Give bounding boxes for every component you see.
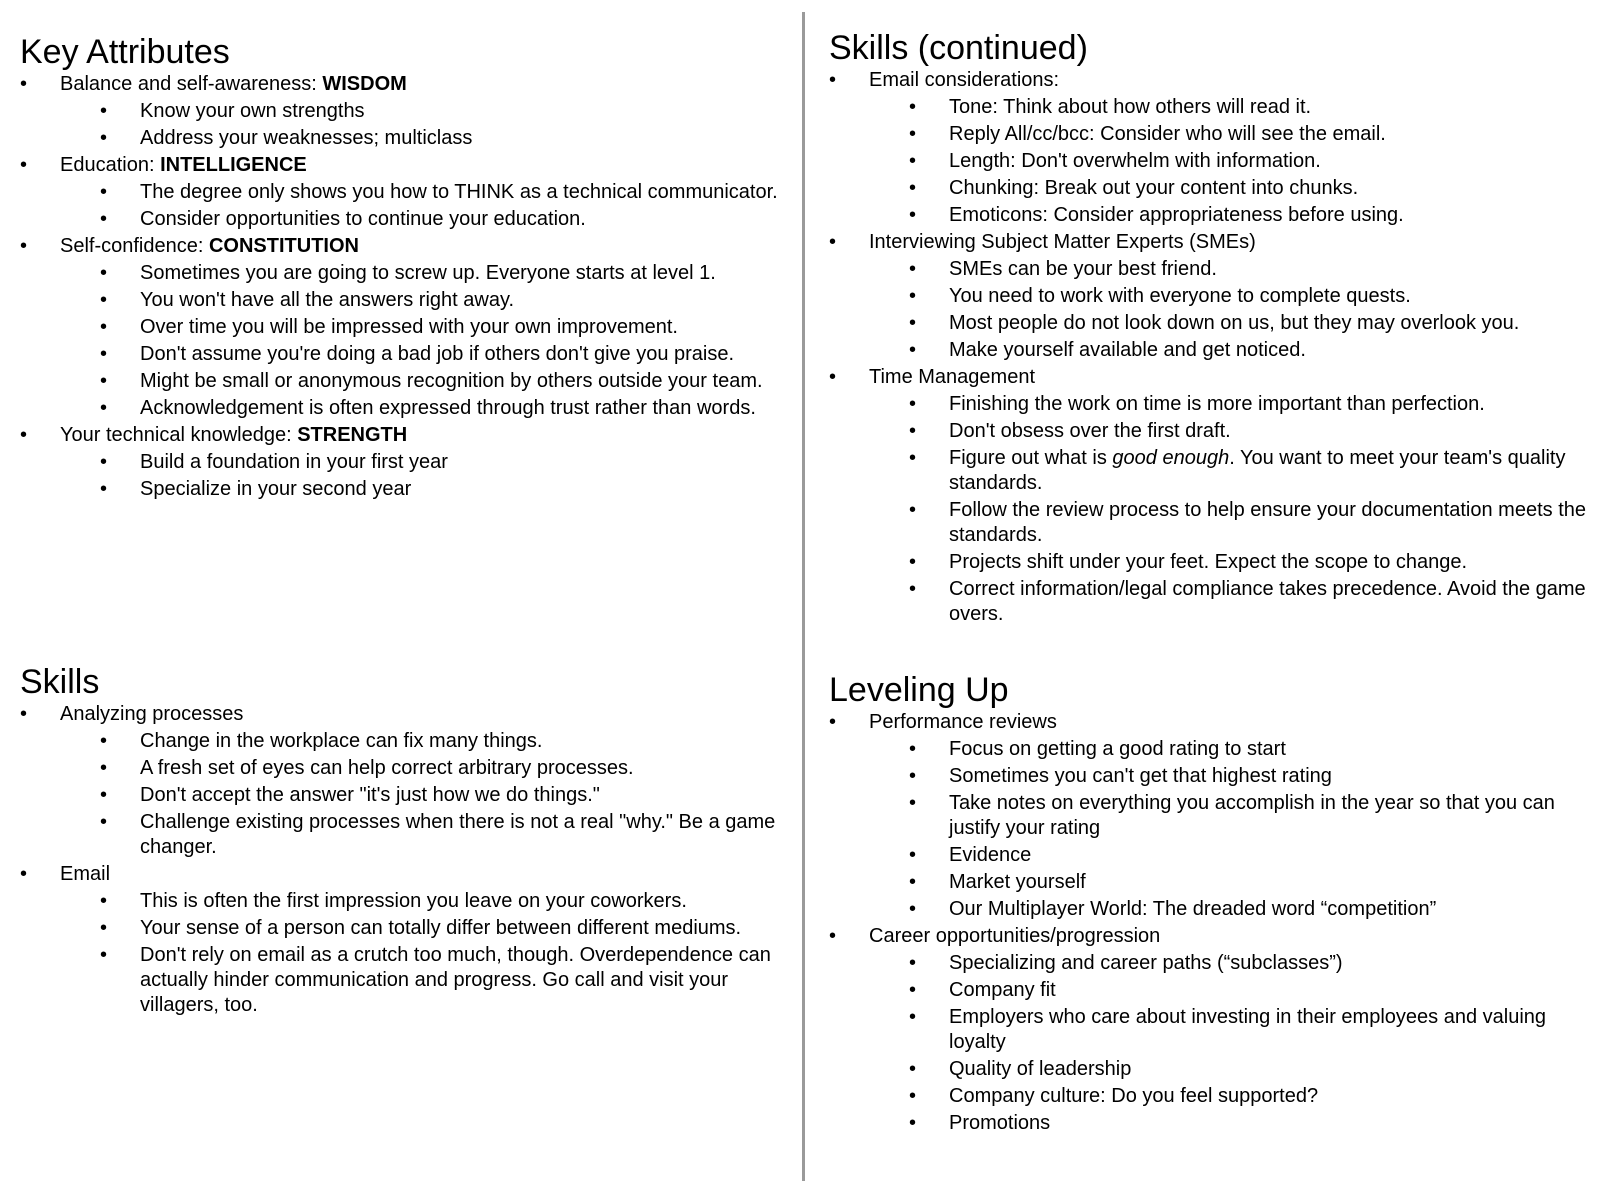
sub-list-item: • Don't rely on email as a crutch too much, though. Overdependence can actually hinder communication and progress. Go call and visit your villagers, too. — [100, 943, 785, 1018]
sub-list-item: • The degree only shows you how to THINK as a technical communicator. — [100, 180, 785, 205]
sub-list-item: • Most people do not look down on us, but they may overlook you. — [909, 311, 1604, 336]
list-item: • Balance and self-awareness: WISDOM • Know your own strengths • Address your weaknesses; multiclass — [20, 72, 785, 151]
sub-list — [100, 99, 785, 151]
sub-list-item: • Acknowledgement is often expressed through trust rather than words. — [100, 396, 785, 421]
sub-list-item: • Figure out what is good enough. You want to meet your team's quality standards. — [909, 446, 1604, 496]
sub-list-item: • Specialize in your second year — [100, 477, 785, 502]
sub-list-item: • Don't obsess over the first draft. — [909, 419, 1604, 444]
column-divider — [802, 12, 805, 1181]
sub-list-item: • Don't assume you're doing a bad job if others don't give you praise. — [100, 342, 785, 367]
sub-list-item: • Change in the workplace can fix many things. — [100, 729, 785, 754]
sub-list-item: • Take notes on everything you accomplish in the year so that you can justify your rating — [909, 791, 1604, 841]
sub-list — [100, 261, 785, 421]
key-attributes-section — [20, 32, 785, 504]
sub-list-item: • Your sense of a person can totally differ between different mediums. — [100, 916, 785, 941]
sub-list-item: • Address your weaknesses; multiclass — [100, 126, 785, 151]
sub-list — [909, 392, 1604, 627]
key-attributes-list — [20, 72, 785, 502]
sub-list-item: • Company culture: Do you feel supported? — [909, 1084, 1604, 1109]
sub-list-item: • Focus on getting a good rating to start — [909, 737, 1604, 762]
sub-list-item: • Market yourself — [909, 870, 1604, 895]
sub-list-item: • Evidence — [909, 843, 1604, 868]
sub-list — [100, 889, 785, 1018]
list-item: • Time Management • Finishing the work on time is more important than perfection. • Don't obsess over the first draft. • Figure out what is good enough. You want to meet your team's quality standards. • Follow the review process to help ensure your documentation meets the standards. • Projects shift under your feet. Expect the scope to change. • Correct information/legal compliance takes precedence. Avoid the game overs. — [829, 365, 1604, 627]
list-item: • Email • This is often the first impression you leave on your coworkers. • Your sense of a person can totally differ between different mediums. • Don't rely on email as a crutch too much, though. Overdependence can actually hinder communication and progress. Go call and visit your villagers, too. — [20, 862, 785, 1018]
sub-list-item: • Know your own strengths — [100, 99, 785, 124]
section-title: Skills — [20, 663, 100, 701]
leveling-up-list — [829, 710, 1604, 1136]
sub-list-item: • Might be small or anonymous recognition by others outside your team. — [100, 369, 785, 394]
list-item: • Interviewing Subject Matter Experts (SMEs) • SMEs can be your best friend. • You need to work with everyone to complete quests. • Most people do not look down on us, but they may overlook you. • Make yourself available and get noticed. — [829, 230, 1604, 363]
sub-list-item: • Follow the review process to help ensure your documentation meets the standards. — [909, 498, 1604, 548]
sub-list-item: • Employers who care about investing in their employees and valuing loyalty — [909, 1005, 1604, 1055]
sub-list-item: • Quality of leadership — [909, 1057, 1604, 1082]
list-item: • Analyzing processes • Change in the workplace can fix many things. • A fresh set of eyes can help correct arbitrary processes. • Don't accept the answer "it's just how we do things." • Challenge existing processes when there is not a real "why." Be a game changer. — [20, 702, 785, 860]
section-title: Key Attributes — [20, 33, 230, 71]
sub-list — [100, 180, 785, 232]
sub-list — [909, 737, 1604, 922]
sub-list-item: • This is often the first impression you leave on your coworkers. — [100, 889, 785, 914]
sub-list-item: • You won't have all the answers right away. — [100, 288, 785, 313]
sub-list-item: • Reply All/cc/bcc: Consider who will see the email. — [909, 122, 1604, 147]
sub-list — [100, 729, 785, 860]
list-item: • Email considerations: • Tone: Think about how others will read it. • Reply All/cc/bcc: Consider who will see the email. • Length: Don't overwhelm with information. • Chunking: Break out your content into chunks. • Emoticons: Consider appropriateness before using. — [829, 68, 1604, 228]
skills-section — [20, 662, 785, 1020]
sub-list-item: • SMEs can be your best friend. — [909, 257, 1604, 282]
sub-list-item: • Build a foundation in your first year — [100, 450, 785, 475]
sub-list-item: • Specializing and career paths (“subclasses”) — [909, 951, 1604, 976]
sub-list-item: • Chunking: Break out your content into chunks. — [909, 176, 1604, 201]
list-item: • Performance reviews • Focus on getting a good rating to start • Sometimes you can't get that highest rating • Take notes on everything you accomplish in the year so that you can justify your rating • Evidence • Market yourself • Our Multiplayer World: The dreaded word “competition” — [829, 710, 1604, 922]
sub-list-item: • A fresh set of eyes can help correct arbitrary processes. — [100, 756, 785, 781]
sub-list-item: • Tone: Think about how others will read it. — [909, 95, 1604, 120]
section-title: Leveling Up — [829, 671, 1009, 709]
skills-continued-list — [829, 68, 1604, 627]
sub-list-item: • Challenge existing processes when there is not a real "why." Be a game changer. — [100, 810, 785, 860]
skills-continued-section — [829, 28, 1604, 629]
sub-list-item: • You need to work with everyone to complete quests. — [909, 284, 1604, 309]
sub-list-item: • Company fit — [909, 978, 1604, 1003]
list-item: • Your technical knowledge: STRENGTH • Build a foundation in your first year • Specialize in your second year — [20, 423, 785, 502]
sub-list-item: • Make yourself available and get noticed. — [909, 338, 1604, 363]
sub-list-item: • Over time you will be impressed with your own improvement. — [100, 315, 785, 340]
sub-list-item: • Our Multiplayer World: The dreaded word “competition” — [909, 897, 1604, 922]
sub-list — [909, 951, 1604, 1136]
sub-list-item: • Emoticons: Consider appropriateness before using. — [909, 203, 1604, 228]
sub-list-item: • Projects shift under your feet. Expect the scope to change. — [909, 550, 1604, 575]
sub-list-item: • Don't accept the answer "it's just how we do things." — [100, 783, 785, 808]
sub-list — [100, 450, 785, 502]
skills-list — [20, 702, 785, 1018]
sub-list-item: • Correct information/legal compliance takes precedence. Avoid the game overs. — [909, 577, 1604, 627]
sub-list-item: • Sometimes you are going to screw up. Everyone starts at level 1. — [100, 261, 785, 286]
sub-list-item: • Finishing the work on time is more important than perfection. — [909, 392, 1604, 417]
section-title: Skills (continued) — [829, 29, 1088, 67]
sub-list-item: • Length: Don't overwhelm with information. — [909, 149, 1604, 174]
list-item: • Self-confidence: CONSTITUTION • Sometimes you are going to screw up. Everyone starts at level 1. • You won't have all the answers right away. • Over time you will be impressed with your own improvement. • Don't assume you're doing a bad job if others don't give you praise. • Might be small or anonymous recognition by others outside your team. • Acknowledgement is often expressed through trust rather than words. — [20, 234, 785, 421]
list-item: • Career opportunities/progression • Specializing and career paths (“subclasses”) • Company fit • Employers who care about investing in their employees and valuing loyalty • Quality of leadership • Company culture: Do you feel supported? • Promotions — [829, 924, 1604, 1136]
sub-list — [909, 257, 1604, 363]
sub-list — [909, 95, 1604, 228]
sub-list-item: • Promotions — [909, 1111, 1604, 1136]
leveling-up-section — [829, 670, 1604, 1138]
sub-list-item: • Consider opportunities to continue your education. — [100, 207, 785, 232]
list-item: • Education: INTELLIGENCE • The degree only shows you how to THINK as a technical communicator. • Consider opportunities to continue your education. — [20, 153, 785, 232]
sub-list-item: • Sometimes you can't get that highest rating — [909, 764, 1604, 789]
